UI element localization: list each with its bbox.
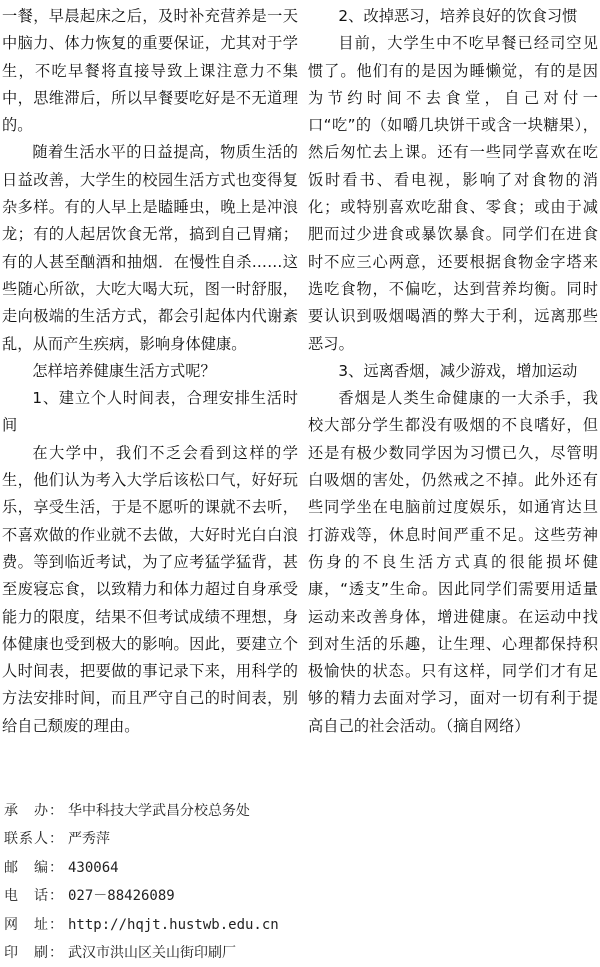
footer-label: 联系人：	[4, 831, 64, 848]
section-heading-1: 1、建立个人时间表，合理安排生活时间	[2, 389, 298, 435]
footer-row-contact	[4, 825, 596, 853]
footer-label: 邮 编：	[4, 859, 64, 876]
footer-row-phone	[4, 882, 596, 910]
footer-value: 027－88426089	[68, 888, 175, 905]
footer-row-printer	[4, 939, 596, 967]
footer-row-postcode	[4, 854, 596, 882]
paragraph-eating-habits: 目前，大学生中不吃早餐已经司空见惯了。他们有的是因为睡懒觉，有的是因为节约时间不去食堂，自己对付一口“吃”的（如嚼几块饼干或含一块糖果），然后匆忙去上课。还有一些同学喜欢在吃饭时看书、看电视，影响了对食物的消化；或特别喜欢吃甜食、零食；或由于减肥而过少进食或暴饮暴食。同学们在进食时不应三心两意，还要根据食物金字塔来选吃食物，不偏吃，达到营养均衡。同时要认识到吸烟喝酒的弊大于利，远离那些恶习。	[308, 34, 598, 353]
paragraph-lifestyle-intro: 随着生活水平的日益提高，物质生活的日益改善，大学生的校园生活方式也变得复杂多样。有的人早上是瞌睡虫，晚上是冲浪龙；有的人起居饮食无常，搞到自己胃痛；有的人甚至酗酒和抽烟．在慢性自杀……这些随心所欲，大吃大喝大玩，图一时舒服，走向极端的生活方式，都会引起体内代谢紊乱，从而产生疾病，影响身体健康。	[2, 143, 298, 353]
footer-value: 武汉市洪山区关山街印刷厂	[68, 945, 236, 962]
footer-label: 网 址：	[4, 916, 64, 933]
footer-row-website	[4, 911, 596, 939]
right-column	[308, 3, 598, 740]
section-question-heading: 怎样培养健康生活方式呢？	[32, 361, 216, 380]
paragraph-timetable: 在大学中，我们不乏会看到这样的学生，他们认为考入大学后该松口气，好好玩乐，享受生活，于是不愿听的课就不去听，不喜欢做的作业就不去做，大好时光白白浪费。等到临近考试，为了应考猛学猛背，甚至废寝忘食，以致精力和体力超过自身承受能力的限度，结果不但考试成绩不理想，身体健康也受到极大的影响。因此，要建立个人时间表，把要做的事记录下来，用科学的方法安排时间，而且严守自己的时间表，别给自己颓废的理由。	[2, 443, 298, 735]
footer-website-link[interactable]: http://hqjt.hustwb.edu.cn	[68, 916, 279, 933]
footer-label: 承 办：	[4, 803, 64, 819]
paragraph-breakfast-conclusion: 一餐，早晨起床之后，及时补充营养是一天中脑力、体力恢复的重要保证，尤其对于学生，不吃早餐将直接导致上课注意力不集中，思维滞后，所以早餐要吃好是不无道理的。	[2, 7, 298, 135]
footer-label: 电 话：	[4, 888, 64, 905]
footer-row-organizer	[4, 797, 596, 825]
footer-label: 印 刷：	[4, 945, 64, 962]
left-column	[2, 3, 298, 740]
paragraph-smoking-exercise: 香烟是人类生命健康的一大杀手，我校大部分学生都没有吸烟的不良嗜好，但还是有极少数同学因为习惯已久，尽管明白吸烟的害处，仍然戒之不掉。此外还有些同学坐在电脑前过度娱乐，如通宵达旦打游戏等，休息时间严重不足。这些劳神伤身的不良生活方式真的很能损坏健康，“透支”生命。因此同学们需要用适量运动来改善身体，增进健康。在运动中找到对生活的乐趣，让生理、心理都保持积极愉快的状态。只有这样，同学们才有足够的精力去面对学习，面对一切有利于提高自己的社会活动。（摘自网络）	[308, 389, 598, 735]
footer-value: 430064	[68, 859, 119, 876]
footer-value: 华中科技大学武昌分校总务处	[68, 803, 250, 819]
section-heading-2: 2、改掉恶习，培养良好的饮食习惯	[338, 7, 578, 25]
section-heading-3: 3、远离香烟，减少游戏，增加运动	[338, 361, 578, 380]
publication-info	[4, 797, 596, 967]
footer-value: 严秀萍	[68, 831, 110, 848]
